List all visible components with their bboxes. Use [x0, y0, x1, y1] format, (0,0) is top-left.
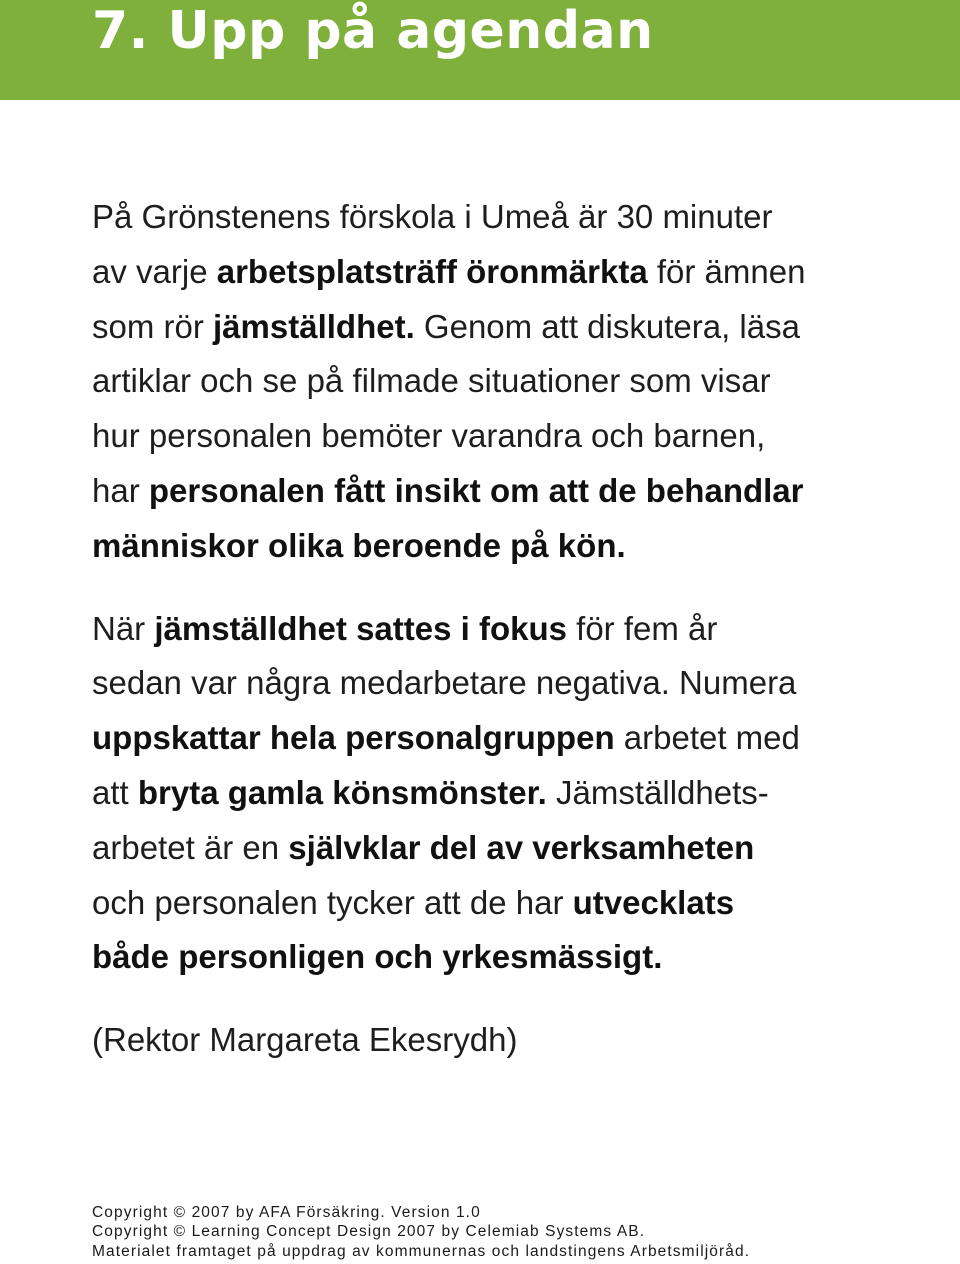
text-span: På Grönstenens förskola i Umeå är 30 minuter: [92, 198, 773, 235]
bold-text: arbetsplatsträff öronmärkta: [216, 252, 648, 290]
text-line: [92, 300, 892, 355]
footer-line-copyright-afa: Copyright © 2007 by AFA Försäkring. Version 1.0: [92, 1204, 481, 1221]
text-span: har: [92, 471, 149, 509]
text-span: Jämställdhets-: [546, 773, 769, 811]
text-line: [92, 519, 892, 574]
text-line: [92, 464, 892, 519]
text-line: [92, 602, 892, 657]
footer-line-copyright-celemiab: Copyright © Learning Concept Design 2007 by Celemiab Systems AB.: [92, 1223, 646, 1241]
bold-text: utvecklats: [572, 883, 735, 921]
text-line: [92, 821, 892, 876]
text-span: arbetet är en: [92, 828, 289, 866]
text-span: för fem år: [566, 609, 718, 647]
paragraph-quote: [92, 602, 892, 986]
text-span: att: [92, 773, 138, 811]
text-span: sedan var några medarbetare negativa. Numera: [92, 664, 797, 702]
bold-text: människor olika beroende på kön.: [92, 526, 626, 564]
text-line: [92, 190, 892, 245]
text-line: [92, 245, 892, 300]
text-span: hur personalen bemöter varandra och barnen,: [92, 417, 766, 455]
page-title: 7. Upp på agendan: [92, 1, 654, 61]
text-line: [92, 656, 892, 711]
text-line: [92, 766, 892, 821]
text-line: [92, 711, 892, 766]
text-span: för ämnen: [647, 252, 806, 290]
signature: (Rektor Margareta Ekesrydh): [92, 1021, 518, 1059]
text-span: arbetet med: [614, 719, 800, 757]
text-span: som rör: [92, 307, 214, 345]
paragraph-intro: [92, 190, 892, 574]
main-content: [92, 190, 892, 1068]
bold-text: jämställdhet.: [213, 307, 415, 345]
text-line: [92, 354, 892, 409]
text-span: av varje: [92, 252, 217, 290]
bold-text: jämställdhet sattes i fokus: [154, 609, 567, 647]
text-span: När: [92, 609, 155, 647]
text-line: [92, 930, 892, 985]
bold-text: självklar del av verksamheten: [288, 828, 755, 866]
bold-text: uppskattar hela personalgruppen: [92, 719, 615, 757]
bold-text: både personligen och yrkesmässigt.: [92, 938, 663, 976]
text-span: artiklar och se på filmade situationer som visar: [92, 362, 771, 400]
header-banner: [0, 0, 960, 100]
text-span: Genom att diskutera, läsa: [414, 307, 800, 345]
footer-line-commission: Materialet framtaget på uppdrag av kommunernas och landstingens Arbetsmiljöråd.: [92, 1242, 751, 1260]
text-line: [92, 876, 892, 931]
copyright-footer: [92, 1203, 952, 1261]
bold-text: personalen fått insikt om att de behandlar: [148, 471, 804, 509]
text-line: [92, 409, 892, 464]
text-span: och personalen tycker att de har: [92, 883, 573, 921]
bold-text: bryta gamla könsmönster.: [137, 773, 547, 811]
